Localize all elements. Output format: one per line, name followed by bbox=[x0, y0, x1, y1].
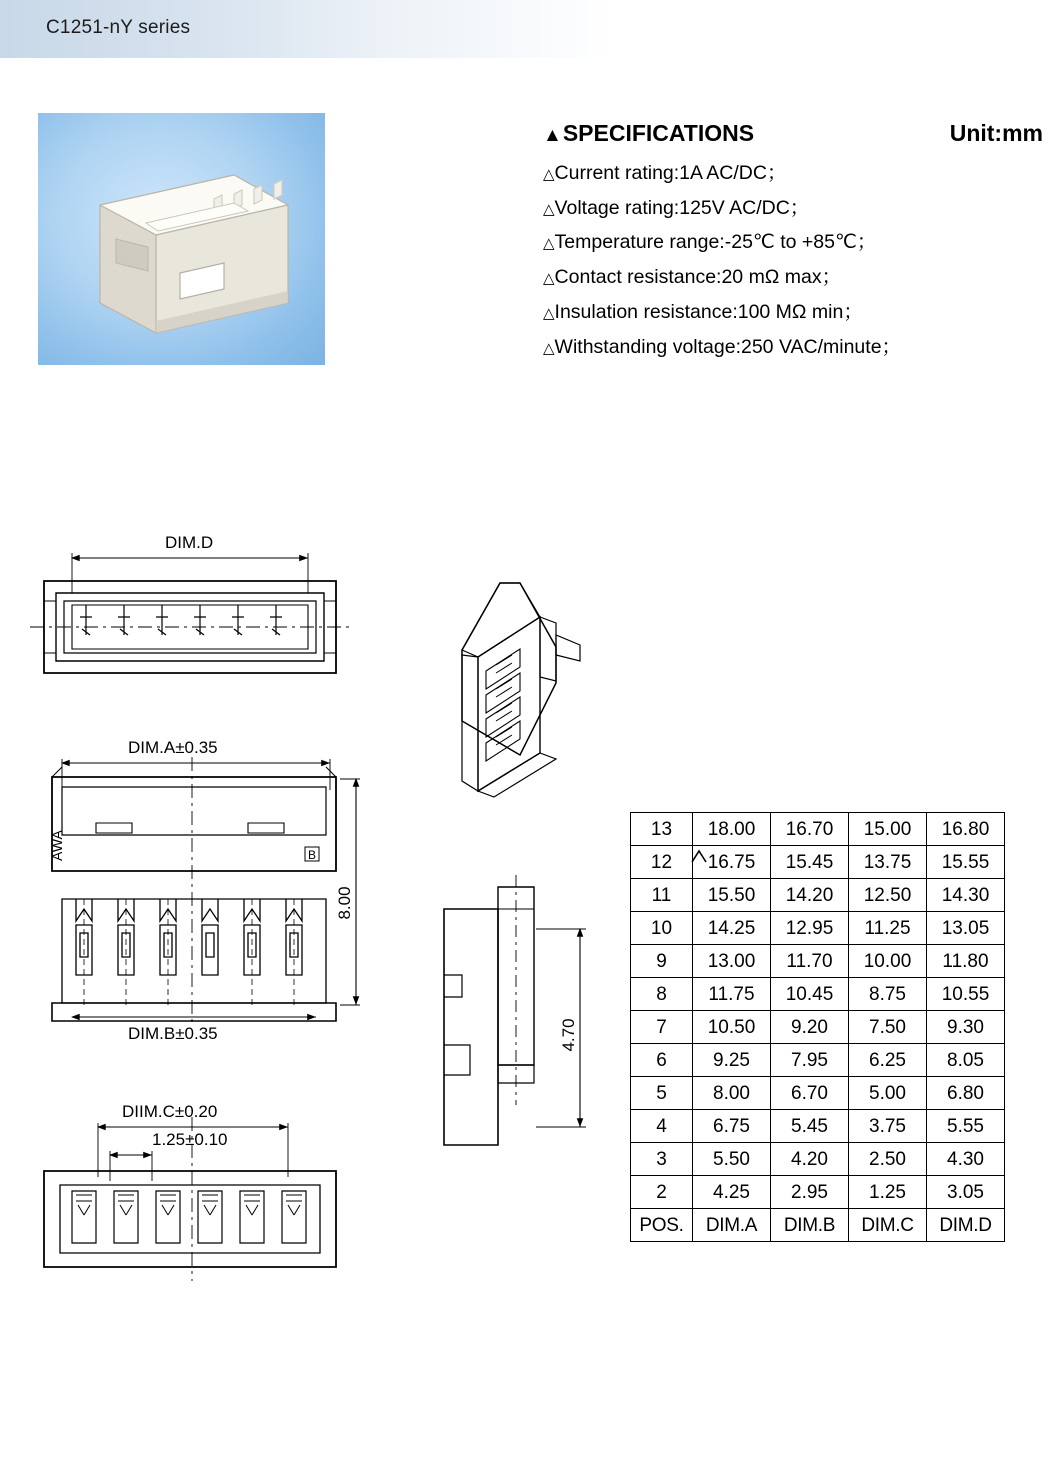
cell-dim-a: 11.75 bbox=[693, 978, 771, 1011]
cell-dim-d: 13.05 bbox=[927, 912, 1005, 945]
table-row bbox=[631, 978, 1005, 1011]
isometric-view bbox=[462, 583, 580, 797]
cell-pos: 5 bbox=[631, 1077, 693, 1110]
triangle-bullet-icon: △ bbox=[543, 166, 555, 183]
spec-line-text: Current rating:1A AC/DC； bbox=[554, 162, 787, 184]
cell-pos: 11 bbox=[631, 879, 693, 912]
cell-dim-a: 6.75 bbox=[693, 1110, 771, 1143]
cell-dim-d: 9.30 bbox=[927, 1011, 1005, 1044]
cell-dim-c: 3.75 bbox=[849, 1110, 927, 1143]
cell-pos: 3 bbox=[631, 1143, 693, 1176]
table-row bbox=[631, 813, 1005, 846]
spec-line bbox=[543, 330, 1043, 365]
unit-label: Unit:mm bbox=[949, 120, 1043, 146]
label-dim-d: DIM.D bbox=[165, 533, 214, 552]
header-dim-c: DIM.C bbox=[849, 1209, 927, 1242]
cell-dim-b: 16.70 bbox=[771, 813, 849, 846]
cell-dim-c: 8.75 bbox=[849, 978, 927, 1011]
triangle-bullet-icon: △ bbox=[543, 270, 555, 288]
cell-dim-c: 2.50 bbox=[849, 1143, 927, 1176]
label-corner-mark: B bbox=[308, 848, 317, 862]
cell-dim-c: 7.50 bbox=[849, 1011, 927, 1044]
cell-dim-c: 1.25 bbox=[849, 1176, 927, 1209]
cell-dim-c: 11.25 bbox=[849, 912, 927, 945]
cell-dim-d: 16.80 bbox=[927, 813, 1005, 846]
triangle-bullet-icon: △ bbox=[543, 304, 555, 322]
cell-dim-b: 10.45 bbox=[771, 978, 849, 1011]
table-row bbox=[631, 1044, 1005, 1077]
cell-dim-b: 5.45 bbox=[771, 1110, 849, 1143]
specifications-heading bbox=[543, 120, 1043, 147]
cell-dim-b: 7.95 bbox=[771, 1044, 849, 1077]
label-height-470: 4.70 bbox=[559, 1018, 578, 1052]
cell-dim-c: 10.00 bbox=[849, 945, 927, 978]
cell-dim-b: 15.45 bbox=[771, 846, 849, 879]
triangle-marker-icon: ▲ bbox=[543, 125, 562, 146]
cell-dim-a: 16.75 bbox=[693, 846, 771, 879]
spec-line bbox=[543, 225, 1043, 260]
spec-line bbox=[543, 191, 1043, 226]
cell-dim-b: 14.20 bbox=[771, 879, 849, 912]
cell-dim-a: 9.25 bbox=[693, 1044, 771, 1077]
spec-line bbox=[543, 156, 1043, 191]
cell-dim-b: 6.70 bbox=[771, 1077, 849, 1110]
page-header-band bbox=[0, 0, 1064, 58]
cell-dim-b: 9.20 bbox=[771, 1011, 849, 1044]
cell-dim-a: 4.25 bbox=[693, 1176, 771, 1209]
cell-dim-a: 8.00 bbox=[693, 1077, 771, 1110]
table-row bbox=[631, 879, 1005, 912]
cell-pos: 6 bbox=[631, 1044, 693, 1077]
cell-dim-d: 3.05 bbox=[927, 1176, 1005, 1209]
cell-dim-c: 6.25 bbox=[849, 1044, 927, 1077]
spec-line bbox=[543, 260, 1043, 295]
page-title: C1251-nY series bbox=[46, 17, 191, 38]
header-dim-b: DIM.B bbox=[771, 1209, 849, 1242]
cell-dim-a: 18.00 bbox=[693, 813, 771, 846]
cell-pos: 2 bbox=[631, 1176, 693, 1209]
dimension-table bbox=[630, 812, 1005, 1242]
cell-dim-c: 15.00 bbox=[849, 813, 927, 846]
connector-housing-illustration bbox=[38, 113, 325, 365]
triangle-bullet-icon: △ bbox=[543, 200, 555, 218]
specifications-heading-text: SPECIFICATIONS bbox=[562, 120, 755, 146]
table-row bbox=[631, 1143, 1005, 1176]
spec-line-text: Insulation resistance:100 MΩ min； bbox=[554, 300, 863, 323]
table-header-row bbox=[631, 1209, 1005, 1242]
cell-pos: 13 bbox=[631, 813, 693, 846]
cell-dim-a: 5.50 bbox=[693, 1143, 771, 1176]
cell-dim-d: 6.80 bbox=[927, 1077, 1005, 1110]
label-dim-c: DIIM.C±0.20 bbox=[122, 1102, 218, 1121]
cell-pos: 7 bbox=[631, 1011, 693, 1044]
spec-line bbox=[543, 295, 1043, 330]
spec-line-text: Contact resistance:20 mΩ max； bbox=[554, 266, 842, 289]
specifications-block bbox=[543, 120, 1043, 364]
spec-line-text: Voltage rating:125V AC/DC； bbox=[554, 196, 810, 219]
spec-line-text: Withstanding voltage:250 VAC/minute； bbox=[554, 335, 902, 358]
cell-pos: 9 bbox=[631, 945, 693, 978]
triangle-bullet-icon: △ bbox=[543, 339, 555, 357]
cell-dim-d: 15.55 bbox=[927, 846, 1005, 879]
table-row bbox=[631, 1110, 1005, 1143]
label-dim-a: DIM.A±0.35 bbox=[128, 738, 218, 757]
table-row bbox=[631, 846, 1005, 879]
cell-pos: 4 bbox=[631, 1110, 693, 1143]
cell-dim-d: 8.05 bbox=[927, 1044, 1005, 1077]
cell-dim-b: 12.95 bbox=[771, 912, 849, 945]
table-row bbox=[631, 1011, 1005, 1044]
spec-line-text: Temperature range:-25℃ to +85℃； bbox=[554, 231, 877, 254]
table-row bbox=[631, 1077, 1005, 1110]
table-row bbox=[631, 1176, 1005, 1209]
cell-dim-d: 14.30 bbox=[927, 879, 1005, 912]
cell-dim-b: 4.20 bbox=[771, 1143, 849, 1176]
cell-pos: 10 bbox=[631, 912, 693, 945]
header-pos: POS. bbox=[631, 1209, 693, 1242]
table-row bbox=[631, 912, 1005, 945]
header-dim-d: DIM.D bbox=[927, 1209, 1005, 1242]
cell-dim-a: 14.25 bbox=[693, 912, 771, 945]
product-photo bbox=[38, 113, 325, 365]
header-dim-a: DIM.A bbox=[693, 1209, 771, 1242]
cell-dim-c: 13.75 bbox=[849, 846, 927, 879]
triangle-bullet-icon: △ bbox=[543, 235, 555, 253]
cell-dim-d: 5.55 bbox=[927, 1110, 1005, 1143]
label-dim-b: DIM.B±0.35 bbox=[128, 1024, 218, 1043]
side-view bbox=[444, 875, 586, 1145]
cell-dim-c: 5.00 bbox=[849, 1077, 927, 1110]
cell-pos: 8 bbox=[631, 978, 693, 1011]
label-pitch: 1.25±0.10 bbox=[152, 1130, 228, 1149]
cell-dim-b: 2.95 bbox=[771, 1176, 849, 1209]
cell-dim-a: 15.50 bbox=[693, 879, 771, 912]
cell-dim-c: 12.50 bbox=[849, 879, 927, 912]
table-row bbox=[631, 945, 1005, 978]
cell-dim-a: 13.00 bbox=[693, 945, 771, 978]
cell-dim-d: 11.80 bbox=[927, 945, 1005, 978]
cell-dim-b: 11.70 bbox=[771, 945, 849, 978]
cell-pos: 12 bbox=[631, 846, 693, 879]
cell-dim-a: 10.50 bbox=[693, 1011, 771, 1044]
label-side-mark: AWA bbox=[49, 830, 65, 861]
cell-dim-d: 4.30 bbox=[927, 1143, 1005, 1176]
label-height-8: 8.00 bbox=[335, 886, 354, 920]
cell-dim-d: 10.55 bbox=[927, 978, 1005, 1011]
